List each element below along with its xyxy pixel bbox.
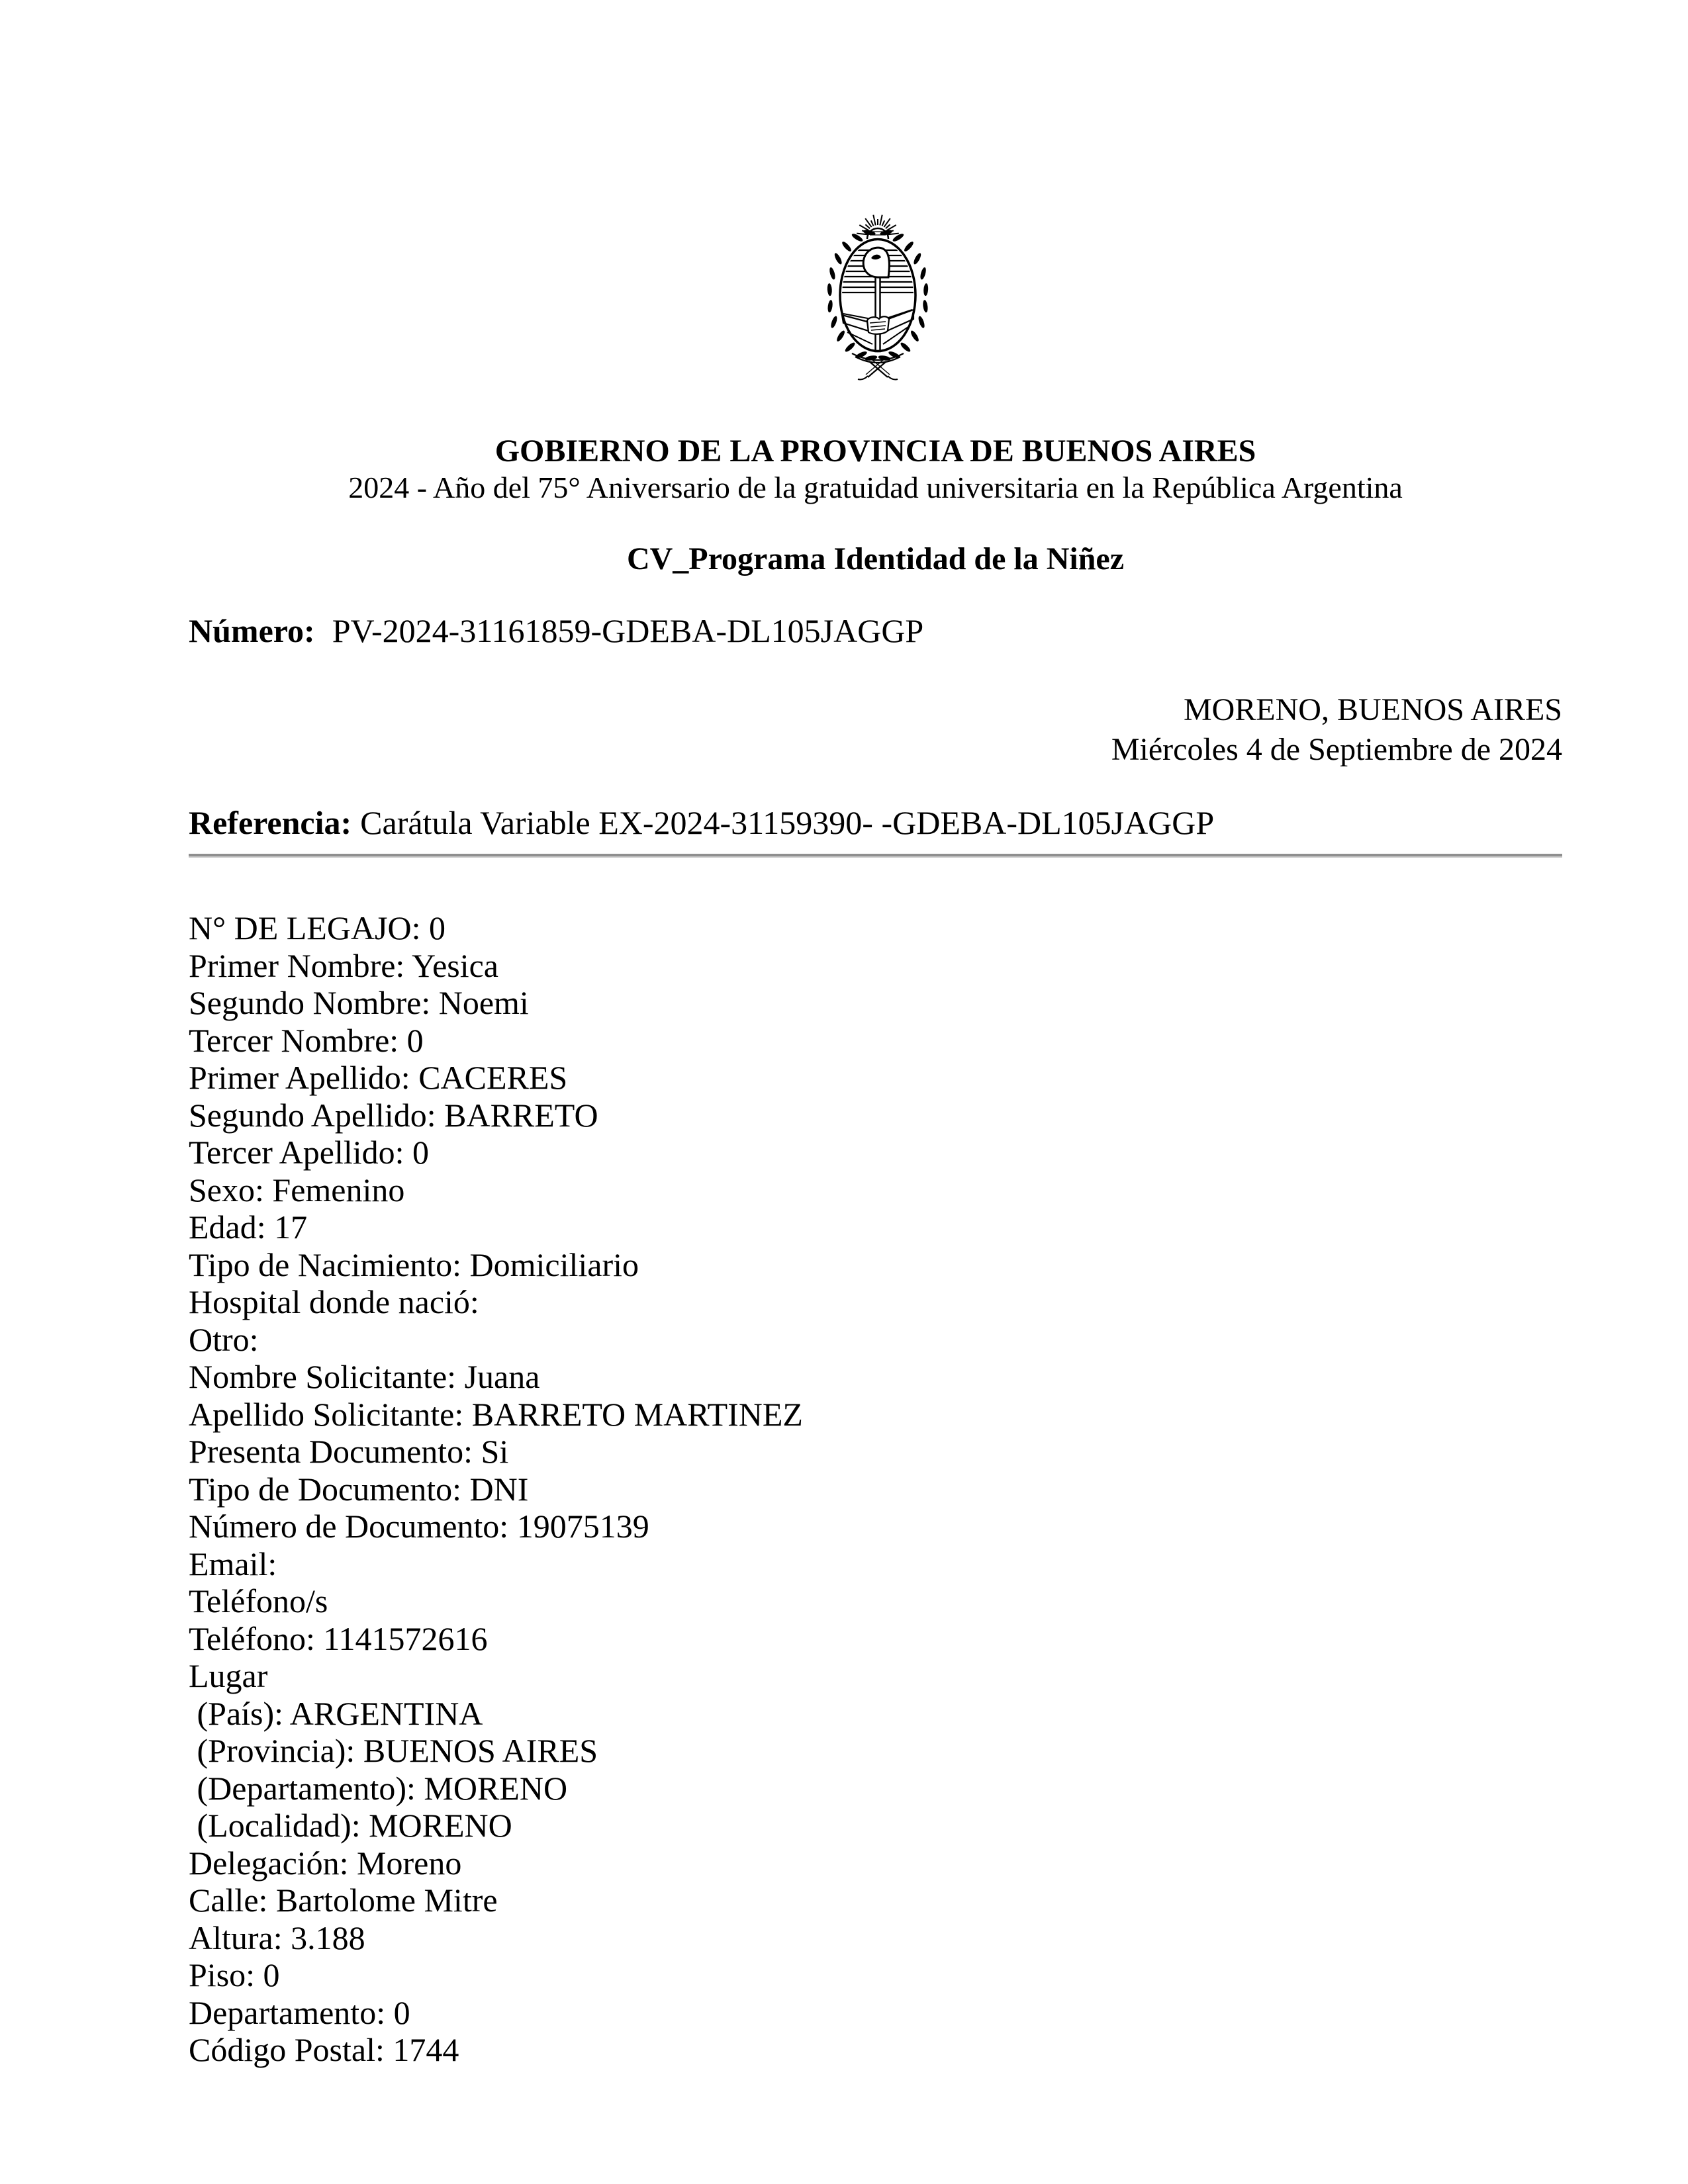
field-provincia: (Provincia): BUENOS AIRES [189, 1732, 598, 1769]
pike-pole [876, 275, 880, 351]
phrygian-cap-icon [863, 248, 889, 277]
field-codigo-postal: Código Postal: 1744 [189, 2031, 459, 2068]
numero-line [189, 612, 1562, 650]
field-sexo: Sexo: Femenino [189, 1171, 405, 1208]
field-departamento: Departamento: 0 [189, 1993, 410, 2031]
referencia-value: Carátula Variable EX-2024-31159390- -GDEBA-DL105JAGGP [360, 804, 1215, 841]
field-departamento-lugar: (Departamento): MORENO [189, 1769, 568, 1807]
field-altura: Altura: 3.188 [189, 1919, 365, 1956]
field-telefonos-header: Teléfono/s [189, 1582, 328, 1619]
field-otro: Otro: [189, 1320, 259, 1358]
field-pais: (País): ARGENTINA [189, 1694, 483, 1732]
field-localidad: (Localidad): MORENO [189, 1807, 512, 1844]
field-primer-apellido: Primer Apellido: CACERES [189, 1059, 568, 1096]
divider-rule [189, 854, 1562, 858]
sun-icon [857, 215, 899, 239]
field-lugar-header: Lugar [189, 1657, 268, 1694]
field-edad: Edad: 17 [189, 1208, 308, 1246]
field-tercer-nombre: Tercer Nombre: 0 [189, 1021, 424, 1059]
field-presenta-documento: Presenta Documento: Si [189, 1433, 509, 1470]
numero-value: PV-2024-31161859-GDEBA-DL105JAGGP [332, 612, 924, 649]
referencia-label: Referencia: [189, 804, 352, 841]
field-segundo-apellido: Segundo Apellido: BARRETO [189, 1096, 598, 1134]
field-email: Email: [189, 1545, 277, 1582]
year-legend: 2024 - Año del 75° Aniversario de la gratuidad universitaria en la República Argentina [348, 471, 1403, 504]
place-line: MORENO, BUENOS AIRES [1183, 692, 1562, 727]
document-title: CV_Programa Identidad de la Niñez [626, 541, 1125, 576]
field-tipo-nacimiento: Tipo de Nacimiento: Domiciliario [189, 1246, 639, 1283]
field-primer-nombre: Primer Nombre: Yesica [189, 946, 498, 984]
fields-block [189, 909, 1562, 2069]
ribbon-bow-icon [852, 353, 904, 379]
referencia-line [189, 803, 1562, 842]
field-segundo-nombre: Segundo Nombre: Noemi [189, 984, 529, 1021]
field-delegacion: Delegación: Moreno [189, 1844, 462, 1882]
field-hospital-nacimiento: Hospital donde nació: [189, 1283, 479, 1320]
field-numero-documento: Número de Documento: 19075139 [189, 1508, 649, 1545]
field-telefono: Teléfono: 1141572616 [189, 1619, 488, 1657]
field-tipo-documento: Tipo de Documento: DNI [189, 1470, 529, 1508]
coat-of-arms-buenos-aires-icon [821, 209, 935, 383]
government-title: GOBIERNO DE LA PROVINCIA DE BUENOS AIRES [494, 433, 1256, 469]
field-apellido-solicitante: Apellido Solicitante: BARRETO MARTINEZ [189, 1395, 803, 1433]
field-piso: Piso: 0 [189, 1956, 280, 1993]
field-nombre-solicitante: Nombre Solicitante: Juana [189, 1358, 540, 1395]
field-calle: Calle: Bartolome Mitre [189, 1882, 498, 1919]
field-legajo: N° DE LEGAJO: 0 [189, 909, 446, 946]
numero-label: Número: [189, 612, 315, 649]
field-tercer-apellido: Tercer Apellido: 0 [189, 1134, 430, 1171]
date-line: Miércoles 4 de Septiembre de 2024 [1111, 732, 1562, 767]
